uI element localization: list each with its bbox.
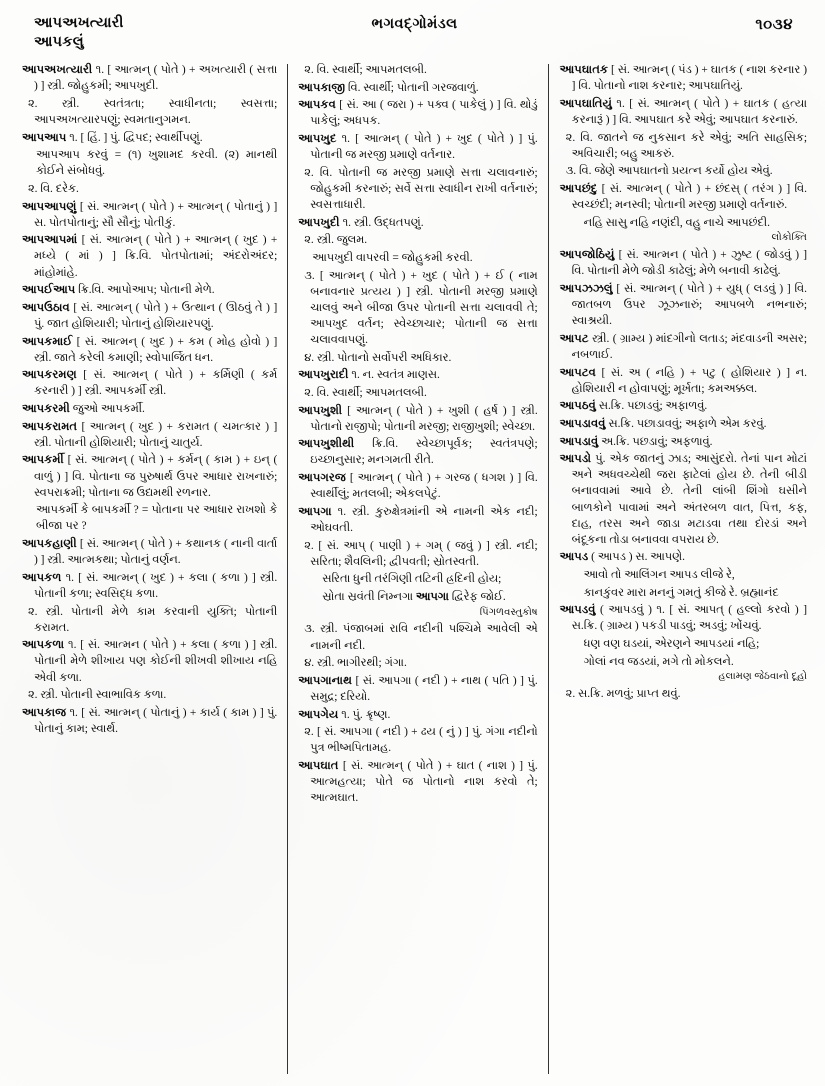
entry-sense: ૩. સ્ત્રી. પંજાબમાં રાવિ નદીની પશ્ચિમે આવેલી એ નામની નદી. — [304, 623, 538, 652]
entry-sense: ૩. વિ. જેણે આપઘાતનો પ્રયત્ન કર્યો હોય એવું. — [565, 165, 773, 178]
entry-definition: [ સં. આત્મન્ ( ખુદ ) + કમ ( મોહ હોવો ) ] સ્ત્રી. જાતે કરેલી કમાણી; સ્વોપાર્જિત ધન. — [34, 335, 278, 364]
dictionary-entry — [22, 130, 277, 146]
dictionary-entry — [22, 199, 277, 231]
dictionary-entry — [22, 452, 277, 500]
dictionary-entry — [22, 419, 277, 451]
entry-headword: આપકહાણી — [22, 538, 77, 550]
entry-definition: [ સં. આત્મન્ ( પોતે ) + યુધ્ ( લડવું ) ] વિ. જાતબળ ઉપર ઝૂઝનારું; આપબળે નભનારું; સ્વાશ્રયી. — [571, 282, 807, 328]
entry-sense: ૨. વિ. સ્વાર્થી; આપમતલબી. — [304, 64, 427, 76]
dictionary-entry — [22, 705, 277, 737]
entry-definition: અ.ક્રિ. પછડાવું; અફળાવું. — [598, 435, 713, 448]
entry-headword: આપઆપણું — [22, 200, 77, 213]
entry-headword: આપડવું — [559, 604, 596, 617]
entry-sense: ૨. સ્ત્રી. સ્વતંત્રતા; સ્વાધીનતા; સ્વસત્તા; આપઅખત્યારપણું; સ્વમતાનુગમન. — [28, 97, 278, 126]
entry-sense: ૩. [ આત્મન્ ( પોતે ) + ખુદ ( પોતે ) + ઈ ( નામ બનાવનાર પ્રત્યય ) ] સ્ત્રી. પોતાની મરજી પ્રમાણે ચાલવું અને બીજા ઉપર પોતાની સત્તા ચલાવવી તે; આપખુદ વર્તન; સ્વેચ્છાચાર; પોતાની જ સત્તા ચલાવવાપણું. — [304, 269, 538, 346]
dictionary-entry — [22, 334, 277, 366]
entry-definition: [ સં. આત્મન્ ( પોતે ) + આત્મન્ ( ખુદ ) + મધ્યે ( માં ) ] ક્રિ.વિ. પોતપોતામાં; અંદરોઅંદર; માંહોમાંહે. — [34, 234, 278, 279]
dictionary-entry — [298, 367, 537, 383]
entry-headword: આપડાવું — [559, 435, 599, 448]
running-head-last-word: આપકલું — [34, 34, 84, 51]
dictionary-entry — [22, 232, 277, 280]
entry-sense: ૨. સ્ત્રી. જુલમ. — [304, 234, 368, 247]
dictionary-entry — [22, 401, 277, 417]
entry-headword: આપડો — [559, 453, 592, 466]
entry-usage-note: આપકર્મી કે બાપકર્મી ? = પોતાના પર આધાર રાખશો કે બીજા પર ? — [36, 504, 278, 533]
entry-sense: ૨. [ સં. આપ્ ( પાણી ) + ગમ્ ( જવું ) ] સ્ત્રી. નદી; સરિતા; શૈવલિની; દ્વીપવતી; સ્રોતસ્વતી. — [304, 539, 538, 568]
entry-definition: ૧. સ્ત્રી. કુરુક્ષેત્રમાંની એ નામની એક નદી; ઓઘવતી. — [310, 505, 538, 534]
entry-definition: [ સં. આત્મન્ ( પોતે ) + કર્મિણી ( કર્મ કરનારી ) ] સ્ત્રી. આપકર્મી સ્ત્રી. — [34, 369, 278, 398]
dictionary-entry — [560, 96, 807, 128]
entry-headword: આપડ — [559, 551, 589, 564]
dictionary-entry — [22, 62, 277, 94]
entry-sense: ૨. વિ. જાતને જ નુકસાન કરે એવું; અતિ સાહસિક; અવિચારી; બહુ આકરું. — [565, 131, 807, 160]
entry-headword: આપખુદી — [298, 216, 340, 229]
dictionary-entry — [22, 282, 277, 298]
dictionary-entry — [22, 367, 277, 399]
quotation-attribution: લોકોક્તિ — [771, 232, 807, 244]
quotation-attribution: પિંગળવસ્તુકોષ — [479, 606, 538, 618]
quotation-text: સ્રોતા સ્રવંતી નિમ્નગા — [322, 590, 416, 603]
entry-headword: આપગાનાથ — [298, 674, 353, 687]
quotation-headword: આપગા — [415, 590, 449, 603]
dictionary-entry — [298, 436, 537, 468]
entry-headword: આપકવ — [298, 99, 336, 112]
dictionary-entry — [298, 470, 537, 502]
entry-definition: [ સં. આત્મન્ ( પોતે ) + ઘાત ( નાશ ) ] પું. આત્મહત્યા; પોતે જ પોતાનો નાશ કરવો તે; આત્મઘાત. — [310, 759, 538, 805]
entry-definition: ૧. ન. સ્વતંત્ર માણસ. — [348, 369, 440, 382]
entry-sense: ૨. [ સં. આપગા ( નદી ) + ઢય ( નું ) ] પું. ગંગા નદીનો પુત્ર ભીષ્મપિતામહ. — [304, 726, 538, 755]
entry-headword: આપકમાઈ — [22, 335, 73, 348]
running-head — [22, 14, 807, 60]
entry-headword: આપગેય — [298, 708, 339, 721]
entry-quotation: નહિ સાસુ નહિ નણંદી, વહુ નાચે આપછંદી. — [583, 216, 770, 229]
entry-headword: આપઆપમાં — [22, 234, 78, 247]
dictionary-entry — [560, 281, 807, 329]
column-container — [22, 62, 807, 1078]
entry-definition: [ આત્મન્ ( પોતે ) + ખુશી ( હર્ષ ) ] સ્ત્રી. પોતાનો રાજીપો; પોતાની મરજી; રાજીખુશી; સ્વેચ્છા. — [310, 404, 538, 433]
entry-headword: આપડાવવું — [559, 417, 606, 430]
entry-headword: આપખુશીથી — [298, 438, 355, 451]
dictionary-entry — [298, 215, 537, 231]
entry-definition: [ સં. આપગા ( નદી ) + નાથ ( પતિ ) ] પું. સમુદ્ર; દરિયો. — [310, 674, 538, 703]
entry-definition: ક્રિ.વિ. સ્વેચ્છાપૂર્વક; સ્વતંત્રપણે; ઇચ્છાનુસાર; મનગમતી રીતે. — [310, 438, 538, 467]
entry-headword: આપઠવું — [559, 400, 596, 413]
entry-definition: ૧. [ આત્મન્ ( પોતે ) + અખત્યારી ( સત્તા ) ] સ્ત્રી. જોહુકમી; આપખુદી. — [34, 64, 278, 93]
entry-sense: ૪. સ્ત્રી. ભાગીરથી; ગંગા. — [304, 657, 407, 670]
dictionary-entry — [298, 131, 537, 163]
text-column-3 — [549, 62, 807, 1078]
entry-headword: આપકરમી — [22, 403, 70, 415]
entry-sense: ૨. વિ. દરેક. — [28, 182, 79, 195]
entry-headword: આપટવ — [559, 366, 596, 379]
entry-definition: ૧. [ આત્મન્ ( પોતે ) + ખુદ ( પોતે ) ] પું. પોતાની જ મરજી પ્રમાણે વર્તનાર. — [310, 133, 538, 162]
entry-definition: [ સં. આત્મન્ ( પોતે ) + છંદસ્ ( તરંગ ) ] વિ. સ્વચ્છંદી; મનસ્વી; પોતાની મરજી પ્રમાણે વર્તનારું. — [571, 182, 807, 211]
entry-quotation: ધણ વણ ઘડયાં, એરણને આપડયાં નહિ; — [583, 638, 760, 651]
running-head-first-word: આપઅખત્યારી — [34, 15, 124, 31]
entry-definition: વિ. સ્વાર્થી; પોતાની ગરજવાળું. — [345, 81, 479, 94]
entry-headword: આપઘાતિયું — [559, 97, 612, 110]
entry-definition: [ સં. આત્મન્ ( પોતે ) + કર્મન્ ( કામ ) + ઇન્ ( વાળું ) ] વિ. પોતાના જ પુરુષાર્થ ઉપર આધાર રાખનારું; સ્વપરાક્રમી; પોતાના જ ઉદ્યમથી રળનાર. — [34, 454, 278, 499]
entry-definition: [ સં. આત્મન્ ( પોતે ) + કથાનક ( નાની વાર્તા ) ] સ્ત્રી. આત્મકથા; પોતાનું વર્ણન. — [34, 538, 278, 567]
entry-usage-note: આપઆપ કરવું = (૧) ખુશામદ કરવી. (૨) માનથી કોઈને સંબોધવું. — [36, 149, 278, 178]
dictionary-entry — [560, 416, 807, 432]
entry-headword: આપકરામત — [22, 420, 78, 433]
dictionary-entry — [560, 602, 807, 634]
page-number: ૧૦૩૪ — [755, 17, 793, 33]
entry-headword: આપટ — [559, 332, 589, 345]
dictionary-entry — [560, 434, 807, 450]
entry-headword: આપઉઠાવ — [22, 301, 70, 314]
dictionary-entry — [560, 62, 807, 94]
dictionary-entry — [298, 403, 537, 435]
book-title: ભગવદ્ગોમંડલ — [371, 16, 458, 32]
dictionary-entry — [298, 758, 537, 806]
entry-headword: આપઘાત — [298, 759, 339, 772]
entry-definition: ( આપડ ) સ. આપણે. — [588, 551, 685, 564]
dictionary-entry — [298, 97, 537, 129]
entry-definition: પું. એક જાતનું ઝાડ; આસુંદરો. તેનાં પાન મોટાં અને અધવચ્ચેથી જરા ફાટેલાં હોય છે. તેની બીડી બનાવવામાં આવે છે. તેની લાંબી શિંગો ઘસીને બાળકોને પાવામાં અને અંતરબળ વાત, પિત્ત, કફ, દાહ, તરસ અને જાડા મટાડવા તથા દોરડાં અને બંદૂકના તોડા બનાવવા વપરાય છે. — [571, 453, 807, 546]
entry-definition: [ સં. અ ( નહિ ) + પટુ ( હોશિયાર ) ] ન. હોશિયારી ન હોવાપણું; મૂર્ખતા; કમઅક્કલ. — [571, 366, 807, 395]
entry-headword: આપકાજ — [22, 706, 67, 719]
entry-definition: ૧. [ હિં. ] પું. દ્વિપદ; સ્વાર્થીપણું. — [66, 131, 203, 144]
entry-definition: ૧. [ સં. આત્મન્ ( પોતાનું ) + કાર્ય ( કામ ) ] પું. પોતાનું કામ; સ્વાર્થ. — [34, 706, 278, 735]
entry-definition: ક્રિ.વિ. આપોઆપ; પોતાની મેળે. — [75, 284, 215, 297]
entry-sense: ૨. સ્ત્રી. પોતાની મેળે કામ કરવાની યુક્તિ; પોતાની કરામત. — [28, 605, 278, 634]
entry-sense: ૨. સ.ક્રિ. મળવું; પ્રાપ્ત થવું. — [565, 688, 681, 701]
entry-definition: [ સં. આત્મન્ ( પોતે ) + આત્મન્ ( પોતાનું ) ] સ. પોતપોતાનું; સૌ સૌનું; પોતીકું. — [34, 200, 278, 229]
dictionary-entry — [560, 451, 807, 548]
quotation-text-tail: દ્વિરેફ જોઈ. — [448, 590, 506, 603]
text-column-2 — [288, 62, 547, 1078]
entry-definition: ૧. [ સં. આત્મન્ ( ખુદ ) + કલા ( કળા ) ] સ્ત્રી. પોતાની કળા; સ્વસિદ્ધ કળા. — [34, 571, 278, 600]
entry-definition: સ.ક્રિ. પછાડાવવું; અફાળે એમ કરવું. — [605, 417, 767, 430]
dictionary-entry — [298, 504, 537, 536]
entry-definition: ૧. [ સં. આત્મન્ ( પોતે ) + ઘાતક ( હત્યા કરનારૂં ) ] વિ. આપઘાત કરે એવું; આપઘાત કરનારું. — [571, 97, 807, 126]
entry-headword: આપખુરાદી — [298, 369, 349, 382]
entry-definition: ૧. [ સં. આત્મન ( પોતે ) + કલા ( કળા ) ] સ્ત્રી. પોતાની મેળે શીખાય પણ કોઈની શીખવી શીખાય નહિ એવી કળા. — [34, 639, 278, 684]
entry-headword: આપકર્મી — [22, 454, 64, 467]
entry-definition: ૧. પું. ક્રૃષ્ણ. — [338, 708, 391, 721]
entry-headword: આપકરમણ — [22, 369, 77, 382]
dictionary-entry — [560, 181, 807, 213]
dictionary-entry — [560, 549, 807, 565]
quotation-attribution: હલામણ જેઠવાનો દૂહો — [718, 671, 807, 683]
entry-headword: આપઆપ — [22, 131, 67, 144]
entry-sense: ૨. વિ. પોતાની જ મરજી પ્રમાણે સત્તા ચલાવનારું; જોહુકમી કરનારું; સર્વે સત્તા સ્વાધીન રાખી વર્તનારું; સ્વસત્તાધારી. — [304, 166, 538, 211]
entry-definition: [ આત્મન્ ( ખુદ ) + કરામત ( ચમત્કાર ) ] સ્ત્રી. પોતાની હોશિયારી; પોતાનું ચાતુર્ય. — [34, 420, 278, 449]
dictionary-entry — [22, 300, 277, 332]
text-column-1 — [22, 62, 287, 1078]
entry-usage-note: આપખુદી વાપરવી = જોહુકમી કરવી. — [312, 251, 473, 264]
entry-definition: જુઓ આપકર્મી. — [69, 403, 145, 415]
entry-definition: [ સં. આત્મન્ ( પંડ ) + ઘાતક ( નાશ કરનાર ) ] વિ. પોતાનો નાશ કરનાર; આપઘાતિયું. — [571, 64, 807, 93]
entry-headword: આપખુશી — [298, 404, 343, 417]
entry-headword: આપકળા — [22, 639, 65, 652]
entry-definition: ( આપડવું ) ૧. [ સં. આપત્ ( હલ્લો કરવો ) ] સ.ક્રિ. ( ગ્રામ્ય ) પકડી પાડવું; અડવું; ખોંચવું. — [571, 604, 807, 633]
entry-headword: આપગરજ — [298, 472, 346, 484]
entry-sense: ૪. સ્ત્રી. પોતાનો સર્વોપરી અધિકાર. — [304, 351, 452, 364]
entry-headword: આપઘાતક — [559, 64, 609, 76]
entry-quotation: કાનકુંવર મારા મનનું ગમતું કીજે રે. બ્રહ્માનંદ — [583, 586, 779, 599]
dictionary-entry — [298, 673, 537, 705]
entry-quotation — [298, 589, 537, 605]
entry-headword: આપકાજી — [298, 81, 346, 94]
dictionary-entry — [560, 247, 807, 279]
entry-sense: ૨. સ્ત્રી. પોતાની સ્વાભાવિક કળા. — [28, 689, 167, 702]
entry-headword: આપછંદુ — [559, 182, 598, 195]
entry-quotation: ગોલાં નવ જડયાં, મગે તો મોકલને. — [583, 655, 734, 668]
entry-headword: આપઈઆપ — [22, 284, 76, 297]
entry-headword: આપખુદ — [298, 133, 337, 145]
entry-sense: ૨. વિ. સ્વાર્થી; આપમતલબી. — [304, 386, 427, 399]
entry-definition: [ સં. આ ( જરા ) + પક્વ ( પાકેલું ) ] વિ. થોડું પાકેલું; અધપક. — [310, 99, 538, 128]
dictionary-entry — [298, 707, 537, 723]
entry-headword: આપગા — [298, 505, 332, 518]
dictionary-entry — [22, 536, 277, 568]
dictionary-entry — [298, 80, 537, 96]
entry-headword: આપજોઠિયું — [559, 249, 615, 262]
entry-definition: [ સં. આત્મન્ ( પોતે ) + ઉત્થાન ( ઊઠવું તે ) ] પું. જાત હોશિયારી; પોતાનું હોશિયારપણું. — [34, 301, 278, 330]
dictionary-entry — [560, 398, 807, 414]
entry-headword: આપકળ — [22, 571, 62, 584]
entry-definition: સ.ક્રિ. પછાડવું; અફાળવું. — [595, 400, 708, 413]
entry-headword: આપઝઝલું — [559, 282, 613, 295]
entry-definition: ૧. સ્ત્રી. ઉદ્ધતપણું. — [339, 216, 424, 229]
entry-quotation: સરિતા ધુની તરંગિણી તટિની હ્રદિની હોય; — [322, 573, 502, 586]
entry-headword: આપઅખત્યારી — [22, 64, 93, 76]
entry-definition: [ આત્મન્ ( પોતે ) + ગરજ ( ધગશ ) ] વિ. સ્વાર્થીલું; મતલબી; એકલપેટું. — [310, 472, 538, 501]
dictionary-entry — [560, 365, 807, 397]
dictionary-entry — [22, 637, 277, 685]
dictionary-entry — [560, 331, 807, 363]
entry-definition: [ સં. આત્મન ( પોતે ) + ઝુષ્ટ ( જોડવું ) ] વિ. પોતાની મેળે જોડી કાઢેલું; મેળે બનાવી કાઢેલું. — [571, 249, 807, 278]
entry-quotation: આવો તો આલિંગન આપડ લીજે રે, — [583, 569, 735, 582]
dictionary-entry — [22, 570, 277, 602]
entry-definition: સ્ત્રી. ( ગ્રામ્ય ) માંદગીનો લતાડ; મંદવાડની અસર; નબળાઈ. — [571, 332, 807, 361]
